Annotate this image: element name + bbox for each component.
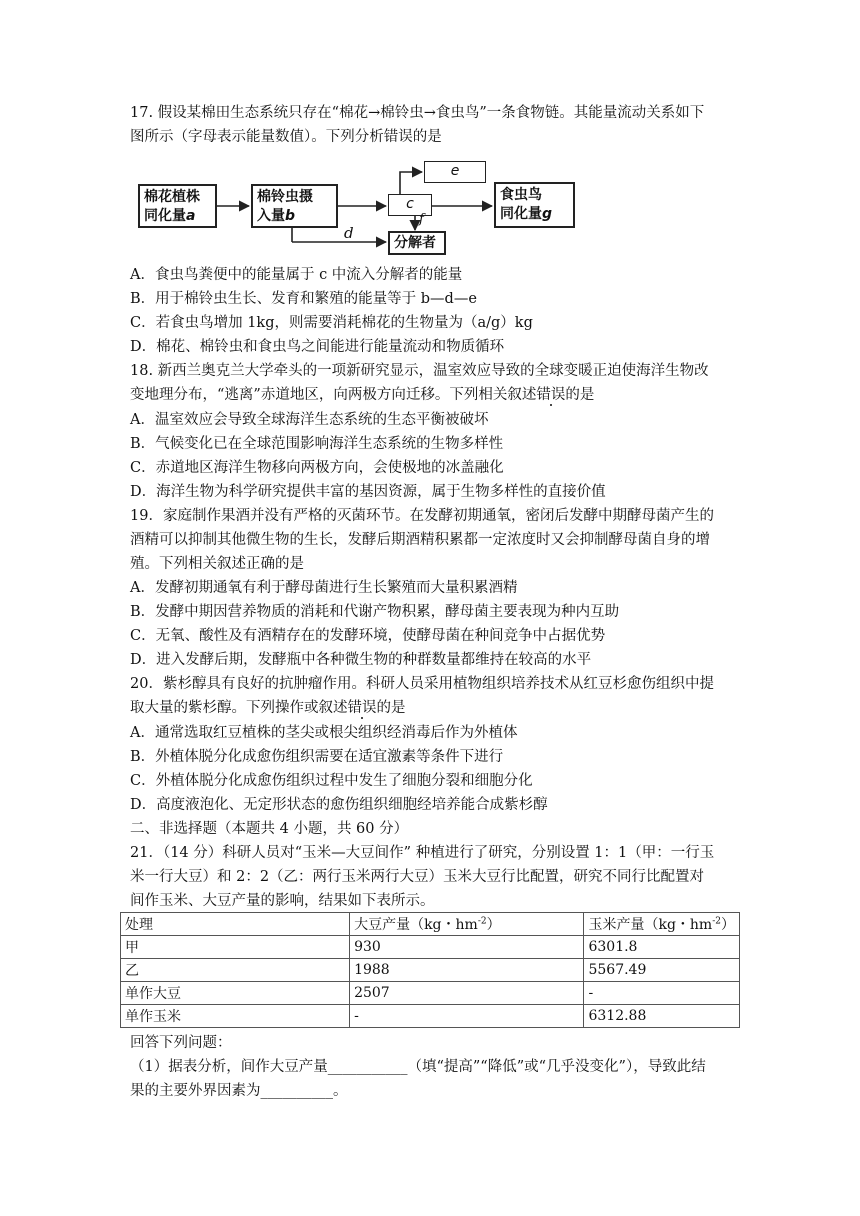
box-bird-line2-text: 同化量 (500, 206, 542, 222)
q20-option-a: A．通常选取红豆植株的茎尖或根尖组织经消毒后作为外植体 (130, 725, 518, 741)
table-header-row (121, 913, 740, 936)
box-decomposer: 分解者 (388, 231, 446, 255)
q20-option-d: D．高度液泡化、无定形状态的愈伤组织细胞经培养能合成紫杉醇 (130, 797, 548, 813)
q21-stem-line1: 21．（14 分）科研人员对“玉米—大豆间作” 种植进行了研究，分别设置 1：1（甲：一行玉 (130, 845, 715, 861)
header-corn-close: ） (721, 917, 735, 933)
q21-sub1-line2: 果的主要外界因素为__________。 (130, 1083, 348, 1099)
table-cell: 930 (350, 936, 584, 959)
table-cell: 6312.88 (584, 1005, 740, 1028)
q19-option-b: B．发酵中期因营养物质的消耗和代谢产物积累，酵母菌主要表现为种内互助 (130, 604, 620, 620)
table-cell: 单作大豆 (121, 982, 350, 1005)
box-cotton-assimilation (138, 184, 217, 228)
table-cell: 单作玉米 (121, 1005, 350, 1028)
table-row (121, 982, 740, 1005)
table-cell: 6301.8 (584, 936, 740, 959)
var-b: b (285, 208, 296, 224)
q20-stem-end: 的是 (376, 700, 406, 716)
box-cotton-line1: 棉花植株 (144, 189, 200, 205)
box-c: c (388, 194, 432, 216)
q17-stem-line1: 17. 假设某棉田生态系统只存在“棉花→棉铃虫→食虫鸟”一条食物链。其能量流动关系如下 (130, 105, 705, 121)
header-soy-sup: -2 (477, 916, 487, 927)
box-bollworm-intake (251, 184, 338, 228)
q21-stem-line3: 间作玉米、大豆产量的影响，结果如下表所示。 (130, 893, 435, 909)
box-bird-line2 (500, 205, 569, 224)
header-soy-text: 大豆产量（kg・hm (354, 917, 478, 933)
box-cotton-line2-text: 同化量 (144, 208, 186, 224)
table-row (121, 959, 740, 982)
table-row (121, 936, 740, 959)
table-header-cell (350, 913, 584, 936)
table-cell: 5567.49 (584, 959, 740, 982)
q17-option-b: B．用于棉铃虫生长、发育和繁殖的能量等于 b—d—e (130, 291, 477, 307)
q18-stem-text: 变地理分布，“逃离”赤道地区，向两极方向迁移。下列相关叙述 (130, 387, 537, 403)
box-bollworm-line1: 棉铃虫摄 (257, 189, 313, 205)
q20-stem-text: 取大量的紫杉醇。下列操作或叙述 (130, 700, 348, 716)
yield-table (120, 912, 740, 1028)
label-f: f (419, 212, 424, 227)
table-cell: - (584, 982, 740, 1005)
q18-option-b: B．气候变化已在全球范围影响海洋生态系统的生物多样性 (130, 436, 504, 452)
box-bird-line1: 食虫鸟 (500, 187, 542, 203)
q18-option-d: D．海洋生物为科学研究提供丰富的基因资源，属于生物多样性的直接价值 (130, 484, 606, 500)
q18-option-c: C．赤道地区海洋生物移向两极方向，会使极地的冰盖融化 (130, 460, 504, 476)
header-soy-close: ） (486, 917, 501, 933)
q21-stem-line2: 米一行大豆）和 2：2（乙：两行玉米两行大豆）玉米大豆行比配置，研究不同行比配置对 (130, 869, 705, 885)
q19-stem-line1: 19．家庭制作果酒并没有严格的灭菌环节。在发酵初期通氧，密闭后发酵中期酵母菌产生的 (130, 508, 714, 524)
q18-stem-line2 (130, 384, 594, 406)
box-bird-assimilation (494, 182, 575, 228)
q17-option-a: A．食虫鸟粪便中的能量属于 c 中流入分解者的能量 (130, 267, 463, 283)
var-a: a (186, 208, 196, 224)
q17-stem-line2: 图所示（字母表示能量数值）。下列分析错误的是 (130, 129, 442, 145)
q17-option-c: C．若食虫鸟增加 1kg，则需要消耗棉花的生物量为（a/g）kg (130, 315, 533, 331)
q18-stem-line1: 18. 新西兰奥克兰大学牵头的一项新研究显示，温室效应导致的全球变暖正迫使海洋生物改 (130, 363, 709, 379)
energy-flow-diagram (130, 156, 600, 260)
q18-emphasis-wrong: 错误 (536, 387, 566, 403)
table-row (121, 1005, 740, 1028)
table-cell: 甲 (121, 936, 350, 959)
table-header-cell: 处理 (121, 913, 350, 936)
section-heading-nonchoice: 二、非选择题（本题共 4 小题，共 60 分） (130, 821, 409, 837)
table-header-cell (584, 913, 740, 936)
table-cell: 2507 (350, 982, 584, 1005)
q18-option-a: A．温室效应会导致全球海洋生态系统的生态平衡被破坏 (130, 412, 489, 428)
table-cell: 乙 (121, 959, 350, 982)
q21-answer-intro: 回答下列问题： (130, 1035, 232, 1051)
q19-option-a: A．发酵初期通氧有利于酵母菌进行生长繁殖而大量积累酒精 (130, 580, 518, 596)
q20-option-b: B．外植体脱分化成愈伤组织需要在适宜激素等条件下进行 (130, 749, 504, 765)
table-cell: - (350, 1005, 584, 1028)
q21-sub1-line1: （1）据表分析，间作大豆产量___________（填“提高”“降低”或“几乎没变化”），导致此结 (130, 1059, 706, 1075)
q20-option-c: C．外植体脱分化成愈伤组织过程中发生了细胞分裂和细胞分化 (130, 773, 533, 789)
q18-stem-end: 的是 (565, 387, 595, 403)
table-cell: 1988 (350, 959, 584, 982)
q19-stem-line2: 酒精可以抑制其他微生物的生长，发酵后期酒精积累都一定浓度时又会抑制酵母菌自身的增 (130, 532, 710, 548)
q19-stem-line3: 殖。下列相关叙述正确的是 (130, 556, 304, 572)
q19-option-c: C．无氧、酸性及有酒精存在的发酵环境，使酵母菌在种间竞争中占据优势 (130, 628, 606, 644)
q20-emphasis-wrong: 错误 (347, 700, 377, 716)
q20-stem-line2 (130, 697, 406, 719)
box-bollworm-line2 (257, 207, 332, 226)
label-d: d (344, 224, 354, 242)
box-bollworm-line2-text: 入量 (257, 208, 285, 224)
q17-option-d: D．棉花、棉铃虫和食虫鸟之间能进行能量流动和物质循环 (130, 339, 505, 355)
header-corn-text: 玉米产量（kg・hm (588, 917, 713, 933)
box-cotton-line2 (144, 207, 211, 226)
q19-option-d: D．进入发酵后期，发酵瓶中各种微生物的种群数量都维持在较高的水平 (130, 652, 592, 668)
box-e: e (424, 161, 486, 183)
header-corn-sup: -2 (712, 916, 721, 927)
var-g: g (542, 206, 553, 222)
q20-stem-line1: 20．紫杉醇具有良好的抗肿瘤作用。科研人员采用植物组织培养技术从红豆杉愈伤组织中提 (130, 676, 714, 692)
